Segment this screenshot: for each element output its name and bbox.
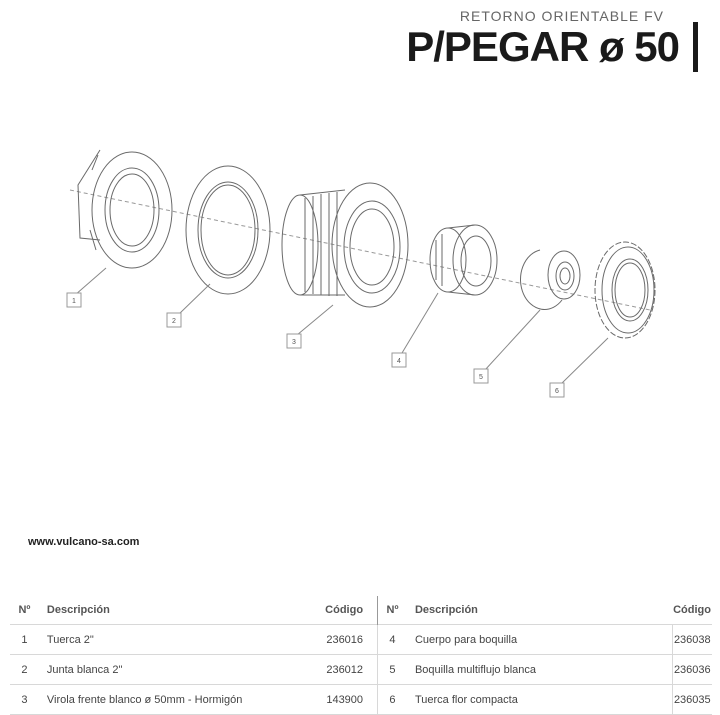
- header-code-right: Código: [673, 604, 711, 616]
- assembly-axis: [70, 190, 650, 310]
- table-row: [10, 655, 712, 685]
- product-subtitle: RETORNO ORIENTABLE FV: [459, 8, 664, 24]
- header: [406, 8, 698, 72]
- row-num: 1: [10, 625, 39, 655]
- row-num: 5: [378, 655, 407, 685]
- callout-6: [550, 383, 564, 397]
- title-bar: [693, 22, 698, 72]
- svg-text:5: 5: [479, 374, 483, 381]
- row-desc: Tuerca 2": [39, 625, 304, 655]
- row-code: 143900: [304, 685, 378, 715]
- svg-text:4: 4: [397, 358, 401, 365]
- part-6-flower-nut: [595, 242, 655, 338]
- exploded-parts-diagram: [0, 110, 720, 430]
- row-code: 236035: [672, 685, 712, 715]
- svg-text:1: 1: [72, 298, 76, 305]
- header-code-left: Código: [325, 604, 364, 616]
- row-code: 236038: [672, 625, 712, 655]
- header-num-left: Nº: [18, 604, 31, 616]
- part-2-gasket: [186, 166, 270, 294]
- header-desc-left: Descripción: [46, 604, 110, 616]
- row-num: 2: [10, 655, 39, 685]
- title-row: [406, 22, 698, 72]
- callout-2: [167, 313, 181, 327]
- header-num-right: Nº: [378, 596, 407, 625]
- part-4-nozzle-body: [430, 225, 497, 295]
- parts-table: [10, 596, 712, 715]
- part-1-nut: [78, 150, 172, 268]
- part-5-ball: [521, 250, 580, 309]
- table-row: [10, 625, 712, 655]
- row-num: 3: [10, 685, 39, 715]
- row-desc: Tuerca flor compacta: [407, 685, 672, 715]
- svg-text:3: 3: [292, 339, 296, 346]
- row-desc: Cuerpo para boquilla: [407, 625, 672, 655]
- header-desc-right: Descripción: [414, 604, 478, 616]
- part-3-body: [282, 183, 408, 307]
- row-desc: Junta blanca 2": [39, 655, 304, 685]
- callout-5: [474, 369, 488, 383]
- row-num: 4: [378, 625, 407, 655]
- callout-3: [287, 334, 301, 348]
- product-title: P/PEGAR ø 50: [406, 23, 679, 70]
- callout-4: [392, 353, 406, 367]
- row-code: 236016: [304, 625, 378, 655]
- row-desc: Boquilla multiflujo blanca: [407, 655, 672, 685]
- website-link[interactable]: www.vulcano-sa.com: [28, 536, 140, 548]
- row-num: 6: [378, 685, 407, 715]
- svg-text:2: 2: [172, 318, 176, 325]
- table-header-row: [10, 596, 712, 625]
- row-code: 236036: [672, 655, 712, 685]
- row-code: 236012: [304, 655, 378, 685]
- row-desc: Virola frente blanco ø 50mm - Hormigón: [39, 685, 304, 715]
- callout-1: [67, 293, 81, 307]
- svg-text:6: 6: [555, 388, 559, 395]
- table-row: [10, 685, 712, 715]
